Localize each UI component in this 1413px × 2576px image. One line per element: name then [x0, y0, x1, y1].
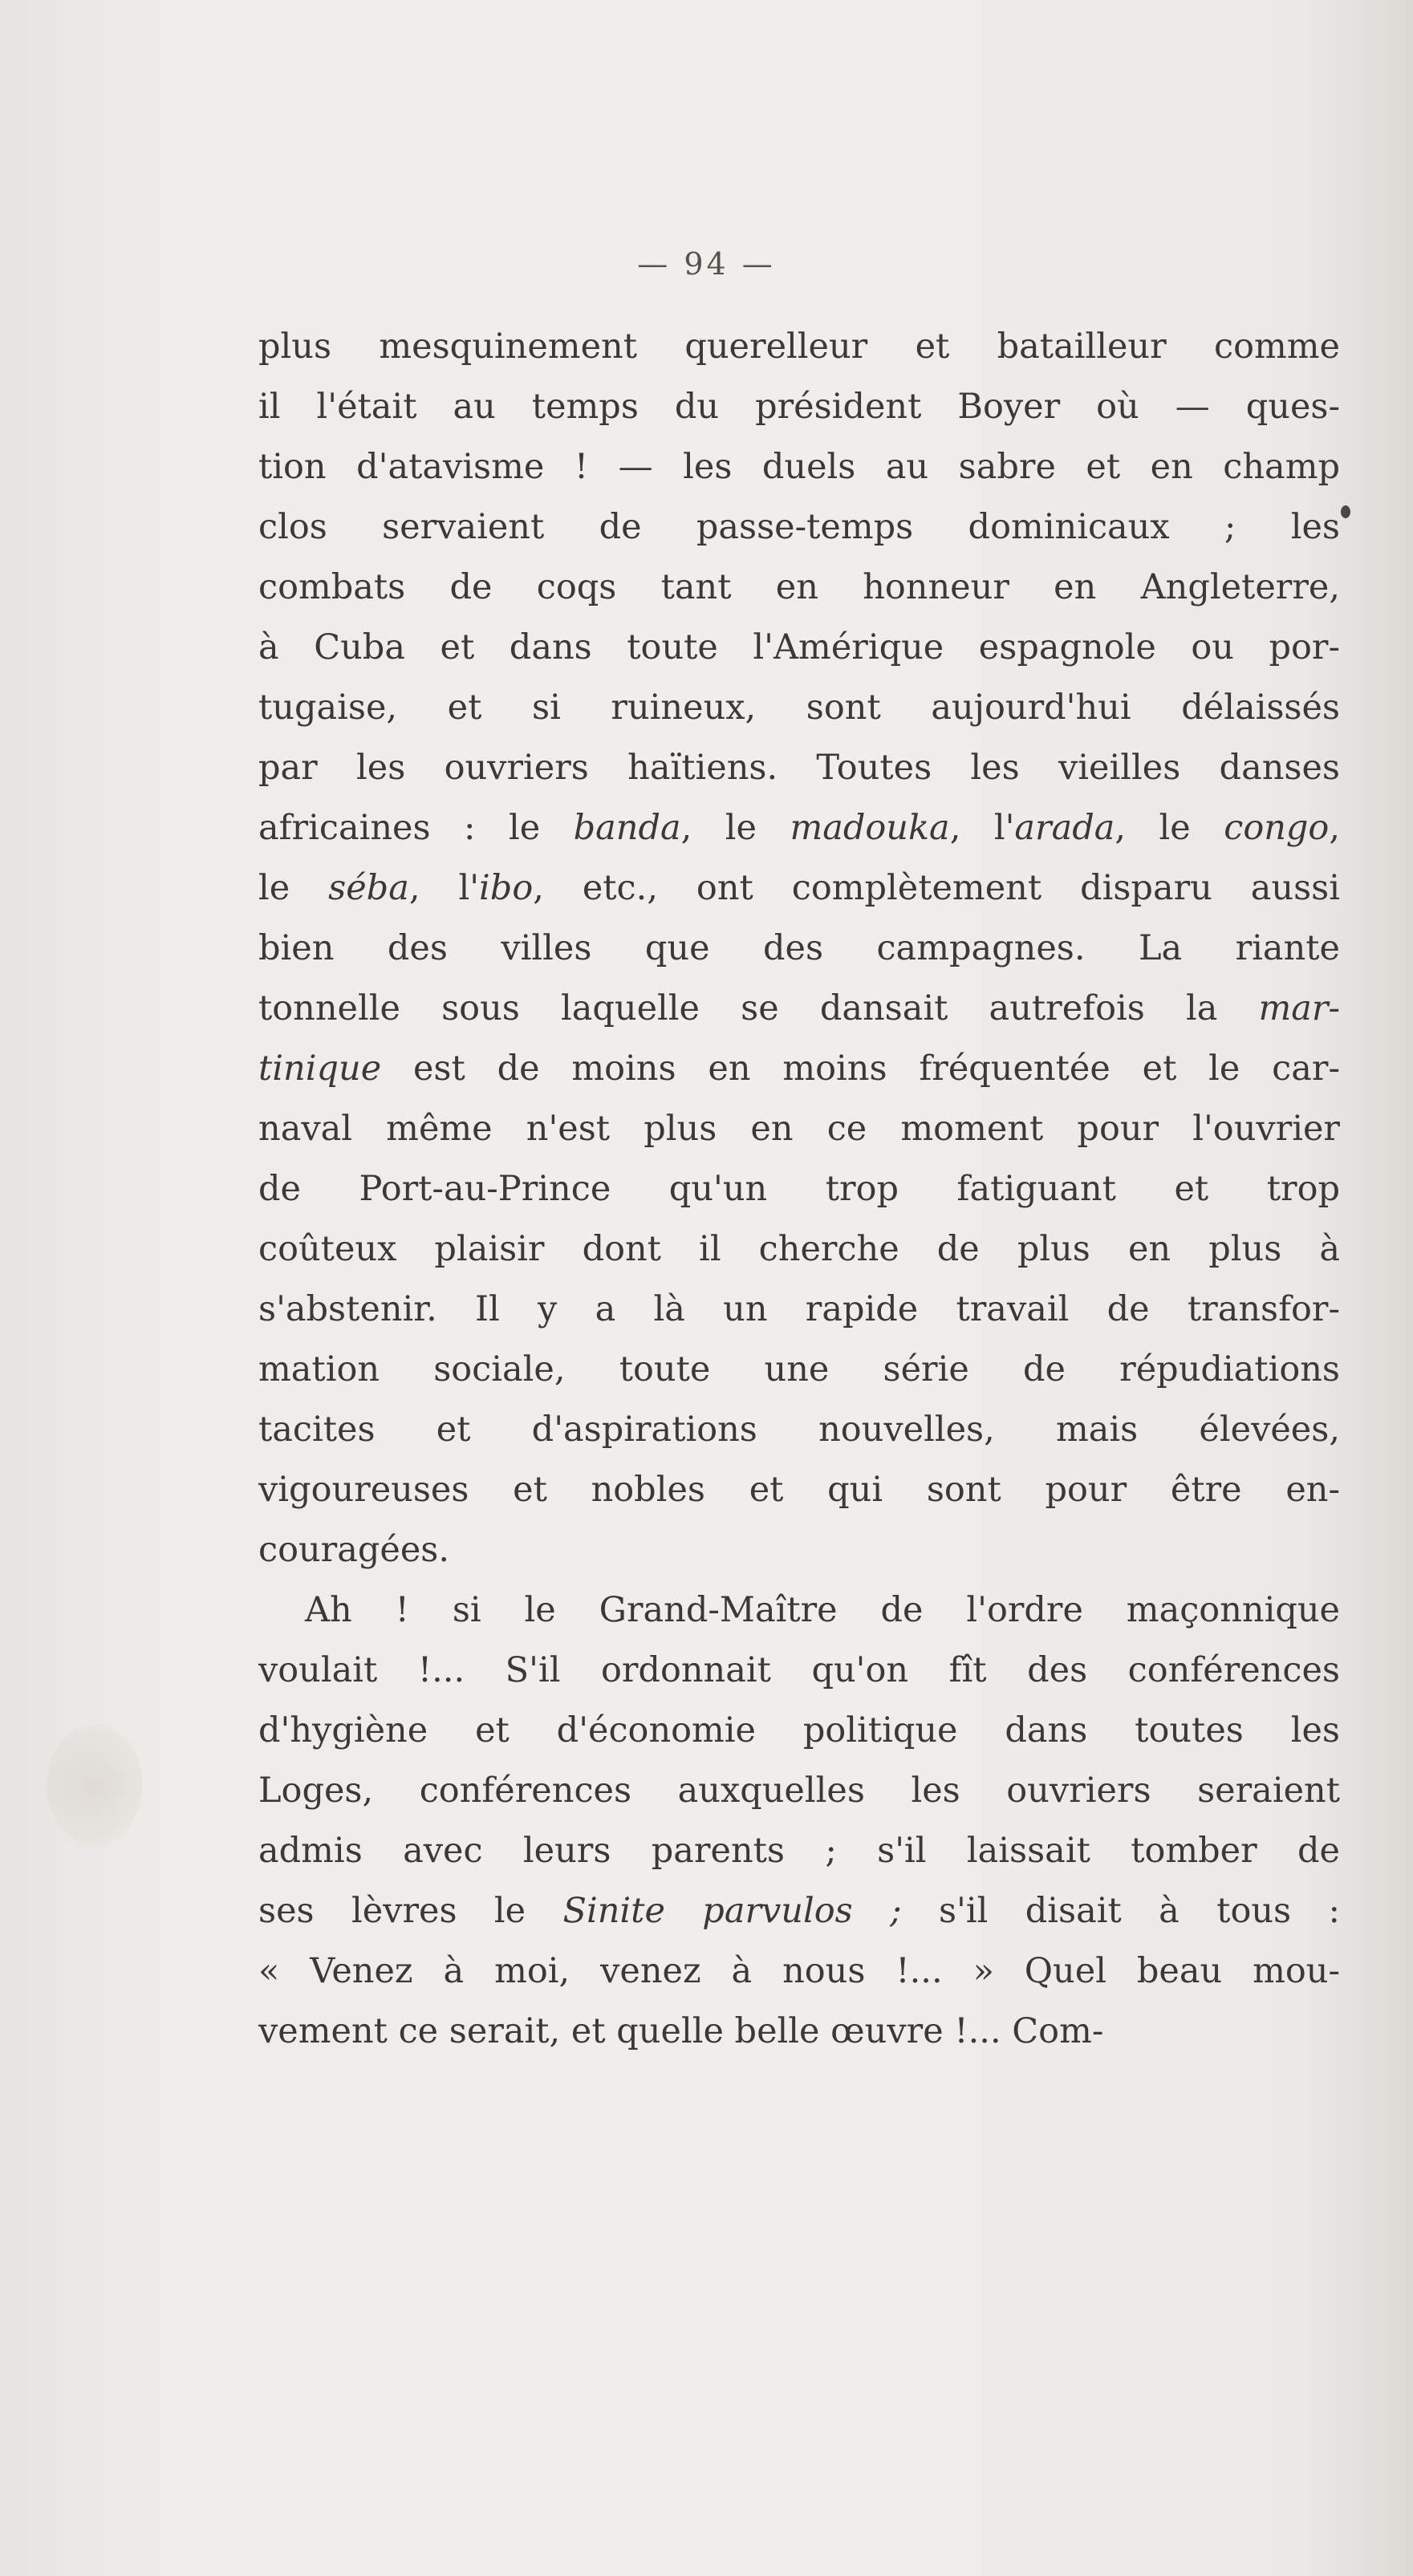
text-line: à Cuba et dans toute l'Amérique espagnole ou por-	[258, 627, 1340, 667]
text-line: couragées.	[258, 1530, 450, 1570]
italic-term: Sinite parvulos ;	[562, 1891, 902, 1931]
text-line: vement ce serait, et quelle belle œuvre !... Com-	[258, 2011, 1104, 2051]
page-number: — 94 —	[637, 246, 776, 282]
italic-term: banda	[573, 808, 681, 848]
text-line: mation sociale, toute une série de répudiations	[258, 1349, 1340, 1389]
italic-term: arada	[1014, 808, 1115, 848]
text-line: clos servaient de passe-temps dominicaux ; les	[258, 507, 1340, 547]
italic-term: séba	[328, 868, 409, 908]
italic-term: mar-	[1258, 988, 1340, 1028]
text-line: il l'était au temps du président Boyer où — ques-	[258, 387, 1340, 427]
paper-stain	[47, 1725, 143, 1845]
text-line: le séba, l'ibo, etc., ont complètement disparu aussi	[258, 868, 1340, 908]
text-line: Ah ! si le Grand-Maître de l'ordre maçonnique	[305, 1590, 1340, 1630]
text-line: tion d'atavisme ! — les duels au sabre et en champ	[258, 447, 1340, 487]
text-line: ses lèvres le Sinite parvulos ; s'il disait à tous :	[258, 1891, 1340, 1931]
text-line: admis avec leurs parents ; s'il laissait tomber de	[258, 1831, 1340, 1871]
text-line: « Venez à moi, venez à nous !... » Quel beau mou-	[258, 1951, 1340, 1991]
italic-term: tinique	[258, 1049, 382, 1089]
text-line: tugaise, et si ruineux, sont aujourd'hui délaissés	[258, 688, 1340, 728]
text-line: voulait !... S'il ordonnait qu'on fît des conférences	[258, 1650, 1340, 1690]
text-line: plus mesquinement querelleur et batailleur comme	[258, 327, 1340, 367]
text-line: tacites et d'aspirations nouvelles, mais élevées,	[258, 1410, 1340, 1450]
text-line: tinique est de moins en moins fréquentée et le car-	[258, 1049, 1340, 1089]
text-line: de Port-au-Prince qu'un trop fatiguant et trop	[258, 1169, 1340, 1209]
italic-term: madouka	[790, 808, 950, 848]
italic-term: congo	[1224, 808, 1330, 848]
text-line: bien des villes que des campagnes. La riante	[258, 928, 1340, 968]
body-text	[258, 317, 1340, 2062]
text-line: africaines : le banda, le madouka, l'arada, le congo,	[258, 808, 1340, 848]
text-line: naval même n'est plus en ce moment pour l'ouvrier	[258, 1109, 1340, 1149]
text-line: d'hygiène et d'économie politique dans toutes les	[258, 1710, 1340, 1750]
text-line: coûteux plaisir dont il cherche de plus en plus à	[258, 1229, 1340, 1269]
text-line: vigoureuses et nobles et qui sont pour être en-	[258, 1470, 1340, 1510]
ink-speck	[1341, 505, 1350, 518]
text-line: par les ouvriers haïtiens. Toutes les vieilles danses	[258, 748, 1340, 788]
text-line: tonnelle sous laquelle se dansait autrefois la mar-	[258, 988, 1340, 1028]
text-line: s'abstenir. Il y a là un rapide travail de transfor-	[258, 1289, 1340, 1329]
text-line: Loges, conférences auxquelles les ouvriers seraient	[258, 1771, 1340, 1811]
text-line: combats de coqs tant en honneur en Angleterre,	[258, 567, 1340, 607]
italic-term: ibo	[479, 868, 534, 908]
